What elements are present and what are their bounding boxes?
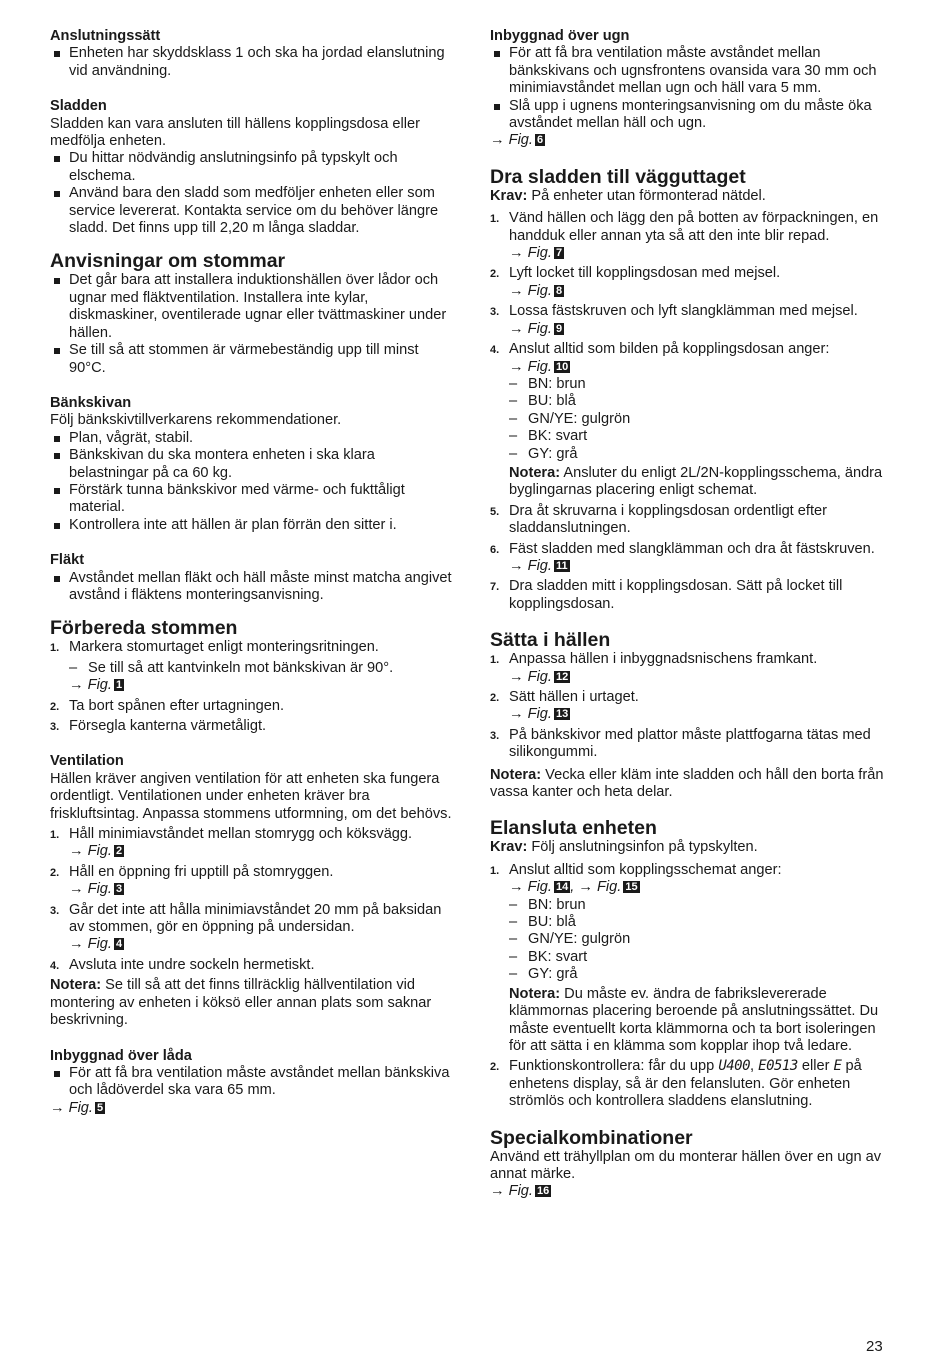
paragraph: Sladden kan vara ansluten till hällens kopplingsdosa eller medfölja enheten. xyxy=(50,115,420,150)
numbered-step: 2. Sätt hällen i urtaget. xyxy=(490,689,639,705)
figure-reference: → Fig. 16 xyxy=(490,1183,550,1200)
bullet-item: Bänkskivan du ska montera enheten i ska klara belastningar på ca 60 kg. xyxy=(50,447,455,482)
wire-item: – BU: blå xyxy=(490,393,895,410)
wire-item: – BK: svart xyxy=(490,949,895,966)
numbered-step: 2. Lyft locket till kopplingsdosan med mejsel. xyxy=(490,265,781,282)
heading-satta-i-hallen: Sätta i hällen xyxy=(490,629,611,652)
numbered-step: 2. Håll en öppning fri upptill på stomryggen. xyxy=(50,863,334,880)
numbered-step: 2. Funktionskontrollera: får du upp U400, E0513 eller E på enhetens display, så är den felansluten. Gör enheten strömlös och kontrollera sladdens elanslutning. xyxy=(490,1058,862,1110)
numbered-step: 5. Dra åt skruvarna i kopplingsdosan ordentligt efter sladdanslutningen. xyxy=(490,502,827,537)
heading-dra-sladden: Dra sladden till vägguttaget xyxy=(490,165,746,188)
bullet-item: Använd bara den sladd som medföljer enheten eller som service levererat. Kontakta service om du behöver längre sladd. Det finns upp till 2,20 m långa sladdar. xyxy=(50,185,455,237)
numbered-step: 7. Dra sladden mitt i kopplingsdosan. Sätt på locket till kopplingsdosan. xyxy=(490,578,843,612)
right-column xyxy=(490,28,895,1201)
numbered-step: 3. På bänkskivor med plattor måste plattfogarna tätas med silikongummi. xyxy=(490,726,871,761)
heading-elansluta-enheten: Elansluta enheten xyxy=(490,817,657,840)
figure-reference: → Fig. 3 xyxy=(69,881,123,898)
bullet-item: Det går bara att installera induktionshällen över lådor och ugnar med fläktventilation. Installera inte kylar, diskmaskiner, oventilerade ugnar eller tvättmaskiner under hällen. xyxy=(50,272,455,342)
figure-reference: → Fig. 11 xyxy=(509,557,568,574)
numbered-step: 2. Ta bort spånen efter urtagningen. xyxy=(50,697,285,714)
paragraph: Använd ett trähyllplan om du monterar hällen över en ugn av annat märke. xyxy=(490,1148,882,1182)
heading-flakt: Fläkt xyxy=(50,552,85,569)
figure-reference: → Fig. 8 xyxy=(509,282,563,299)
numbered-step: 3. Försegla kanterna värmetåligt. xyxy=(50,718,267,734)
bullet-item: Du hittar nödvändig anslutningsinfo på typskylt och elschema. xyxy=(50,150,455,185)
note: Notera: Se till så att det finns tillräcklig hällventilation vid montering av enheten i köksö eller annan plats som saknar beskrivning. xyxy=(50,977,432,1029)
dash-item: – Se till så att kantvinkeln mot bänkskivan är 90°. xyxy=(50,660,455,677)
numbered-step: 1. Anslut alltid som kopplingsschemat anger: xyxy=(490,861,782,878)
numbered-step: 1. Håll minimiavståndet mellan stomrygg och köksvägg. xyxy=(50,826,413,843)
display-code: E0513 xyxy=(758,1058,798,1075)
numbered-step: 1. Vänd hällen och lägg den på botten av förpackningen, en handduk eller annan yta så att den inte blir repad. xyxy=(490,210,879,244)
wire-item: – BU: blå xyxy=(490,914,895,931)
heading-sladden: Sladden xyxy=(50,98,107,115)
heading-specialkombinationer: Specialkombinationer xyxy=(490,1126,693,1149)
wire-item: – BN: brun xyxy=(490,897,895,914)
paragraph: Hällen kräver angiven ventilation för att enheten ska fungera ordentligt. Ventilationen under enheten kräver bra friskluftsintag. Anpassa stommens utformning, om det behövs. xyxy=(50,770,452,822)
figure-reference: → Fig. 7 xyxy=(509,245,563,262)
bullet-item: Avståndet mellan fläkt och häll måste minst matcha angivet avstånd i fläktens monteringsanvisning. xyxy=(50,570,455,605)
numbered-step: 1. Anpassa hällen i inbyggnadsnischens framkant. xyxy=(490,651,818,668)
heading-inbyggnad-over-ugn: Inbyggnad över ugn xyxy=(490,28,630,44)
numbered-step: 3. Går det inte att hålla minimiavståndet 20 mm på baksidan av stommen, gör en öppning på undersidan. xyxy=(50,901,442,936)
heading-bankskivan: Bänkskivan xyxy=(50,394,132,411)
wire-item: – BN: brun xyxy=(490,376,895,393)
heading-anslutningssatt: Anslutningssätt xyxy=(50,28,161,44)
bullet-item: Plan, vågrät, stabil. xyxy=(50,430,455,447)
bullet-item: För att få bra ventilation måste avståndet mellan bänkskivans och ugnsfrontens ovansida vara 30 mm och minimiavståndet mellan ugn och häll vara 5 mm. xyxy=(490,45,895,97)
bullet-item: För att få bra ventilation måste avståndet mellan bänkskiva och lådöverdel ska vara 65 mm. xyxy=(50,1065,455,1100)
figure-reference: → Fig. 14 , → Fig. 15 xyxy=(509,879,638,896)
figure-reference: → Fig. 2 xyxy=(69,843,123,860)
figure-reference: → Fig. 12 xyxy=(509,668,569,685)
bullet-item: Förstärk tunna bänkskivor med värme- och fukttåligt material. xyxy=(50,482,455,517)
figure-reference: → Fig. 5 xyxy=(50,1099,104,1116)
wire-item: – GN/YE: gulgrön xyxy=(490,931,895,948)
numbered-step: 3. Lossa fästskruven och lyft slangklämman med mejsel. xyxy=(490,303,858,320)
note: Notera: Vecka eller kläm inte sladden och håll den borta från vassa kanter och heta delar. xyxy=(490,766,884,801)
display-code: U400 xyxy=(718,1058,751,1075)
figure-reference: → Fig. 6 xyxy=(490,132,544,149)
numbered-step: 4. Avsluta inte undre sockeln hermetiskt. xyxy=(50,956,315,973)
requirement: Krav: På enheter utan förmonterad nätdel. xyxy=(490,187,766,204)
heading-anvisningar-om-stommar: Anvisningar om stommar xyxy=(50,250,286,273)
note: Notera: Du måste ev. ändra de fabrikslevererade klämmornas placering beroende på anslutningssättet. Du måste eventuellt korta klämmorna och ta bort isoleringen för att sätta i en klämma som kopplar ihop två ledare. xyxy=(509,985,879,1054)
bullet-item: Kontrollera inte att hällen är plan förrän den sitter i. xyxy=(50,517,455,534)
figure-reference: → Fig. 9 xyxy=(509,320,563,337)
page-number: 23 xyxy=(866,1338,883,1355)
paragraph: Följ bänkskivtillverkarens rekommendationer. xyxy=(50,412,342,429)
heading-inbyggnad-over-lada: Inbyggnad över låda xyxy=(50,1047,192,1064)
figure-reference: → Fig. 13 xyxy=(509,706,569,723)
figure-reference: → Fig. 1 xyxy=(69,677,123,694)
heading-forbereda-stommen: Förbereda stommen xyxy=(50,617,238,640)
heading-ventilation: Ventilation xyxy=(50,753,124,770)
numbered-step: 4. Anslut alltid som bilden på kopplingsdosan anger: xyxy=(490,341,830,358)
bullet-item: Se till så att stommen är värmebeständig upp till minst 90°C. xyxy=(50,342,455,377)
figure-reference: → Fig. 10 xyxy=(509,358,569,375)
note: Notera: Ansluter du enligt 2L/2N-kopplingsschema, ändra byglingarnas placering enligt schemat. xyxy=(509,464,883,499)
wire-item: – GN/YE: gulgrön xyxy=(490,411,895,428)
left-column xyxy=(50,28,455,1117)
bullet-item: Enheten har skyddsklass 1 och ska ha jordad elanslutning vid användning. xyxy=(50,45,455,80)
wire-item: – GY: grå xyxy=(490,966,895,983)
bullet-item: Slå upp i ugnens monteringsanvisning om du måste öka avståndet mellan häll och ugn. xyxy=(490,98,895,133)
wire-item: – GY: grå xyxy=(490,446,895,463)
numbered-step: 6. Fäst sladden med slangklämman och dra åt fästskruven. xyxy=(490,540,875,557)
requirement: Krav: Följ anslutningsinfon på typskylten. xyxy=(490,839,758,856)
numbered-step: 1. Markera stomurtaget enligt monteringsritningen. xyxy=(50,639,379,656)
wire-item: – BK: svart xyxy=(490,428,895,445)
display-code: E xyxy=(833,1058,842,1075)
figure-reference: → Fig. 4 xyxy=(69,936,123,953)
